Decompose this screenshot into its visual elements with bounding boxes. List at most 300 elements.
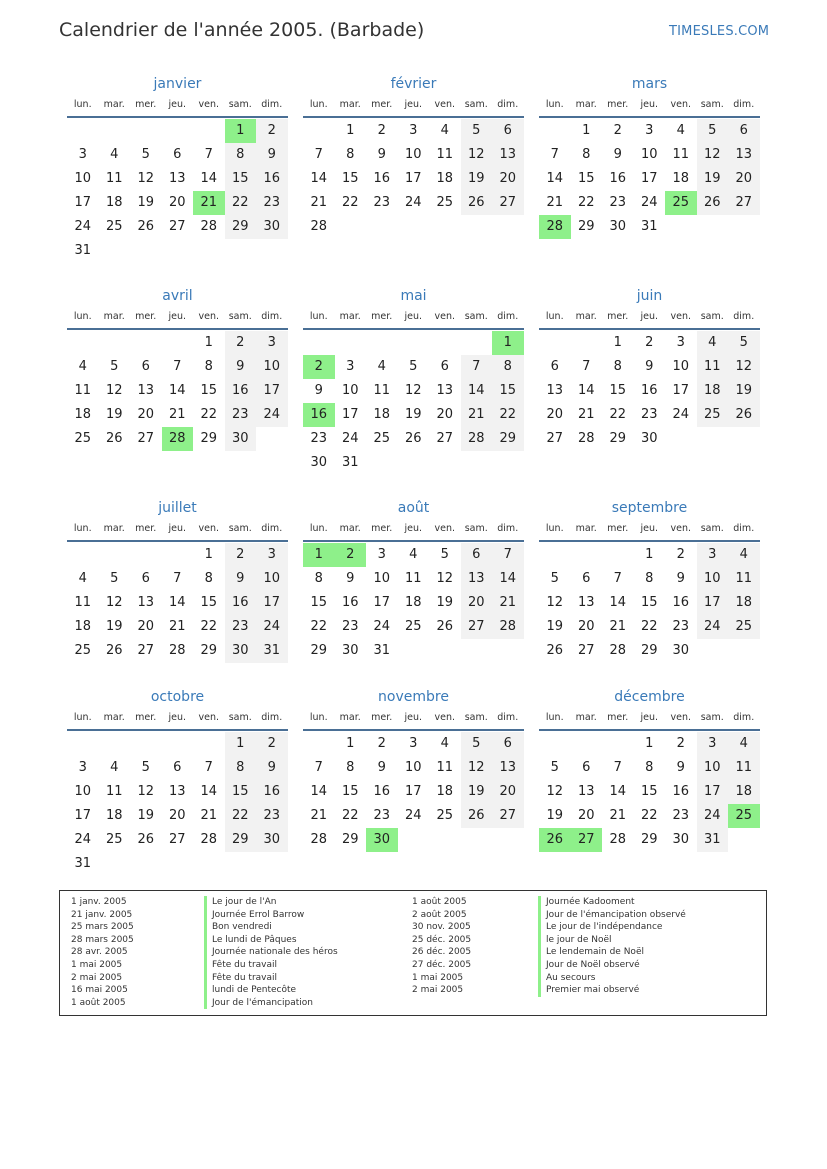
legend-holiday-name: Bon vendredi <box>204 921 338 934</box>
empty-day-cell <box>539 119 571 143</box>
day-cell: 8 <box>225 143 257 167</box>
empty-day-cell <box>67 119 99 143</box>
day-cell: 24 <box>404 195 422 210</box>
day-cell: 19 <box>137 195 155 210</box>
day-cell: 18 <box>728 780 760 804</box>
empty-day-cell <box>193 239 225 263</box>
day-cell: 28 <box>310 219 328 234</box>
day-cell: 27 <box>461 615 493 639</box>
day-cell: 16 <box>256 167 288 191</box>
day-cell: 24 <box>697 804 729 828</box>
day-cell: 10 <box>373 571 391 586</box>
day-cell: 24 <box>640 195 658 210</box>
empty-day-cell <box>99 852 131 876</box>
day-cell: 7 <box>173 571 182 586</box>
day-cell: 15 <box>200 383 218 398</box>
day-cell: 22 <box>341 808 359 823</box>
day-cell: 15 <box>341 784 359 799</box>
legend-holiday-name: Journée nationale des héros <box>204 946 338 959</box>
day-cell: 4 <box>409 547 418 562</box>
empty-day-cell <box>492 639 524 663</box>
weekday-label: dim. <box>497 712 519 723</box>
day-cell: 28 <box>609 832 627 847</box>
day-cell: 28 <box>200 219 218 234</box>
day-cell: 22 <box>200 619 218 634</box>
month-6 <box>539 285 760 451</box>
day-cell: 24 <box>74 219 92 234</box>
weekday-label: mar. <box>575 311 597 322</box>
weekday-label: lun. <box>309 523 328 534</box>
day-cell: 25 <box>74 431 92 446</box>
day-cell: 2 <box>256 119 288 143</box>
day-cell: 4 <box>728 543 760 567</box>
weekday-label: mar. <box>339 712 361 723</box>
day-cell: 11 <box>728 567 760 591</box>
empty-day-cell <box>429 331 461 355</box>
days-grid <box>303 543 524 663</box>
weekday-header <box>67 711 288 731</box>
day-cell: 13 <box>461 567 493 591</box>
day-cell: 12 <box>461 756 493 780</box>
day-cell: 5 <box>550 760 559 775</box>
holiday-day-cell: 1 <box>303 543 335 567</box>
day-cell: 17 <box>404 171 422 186</box>
legend-holiday-name: Jour de Noël observé <box>538 959 686 972</box>
day-cell: 5 <box>461 732 493 756</box>
weekday-label: dim. <box>497 311 519 322</box>
day-cell: 11 <box>105 784 123 799</box>
day-cell: 6 <box>173 147 182 162</box>
day-cell: 28 <box>200 832 218 847</box>
legend-holiday-name: Le jour de l'indépendance <box>538 921 686 934</box>
day-cell: 25 <box>697 403 729 427</box>
empty-day-cell <box>492 451 524 475</box>
day-cell: 14 <box>577 383 595 398</box>
day-cell: 12 <box>546 595 564 610</box>
day-cell: 3 <box>409 123 418 138</box>
day-cell: 13 <box>546 383 564 398</box>
legend-holiday-name: Le lundi de Pâques <box>204 934 338 947</box>
weekday-header <box>539 711 760 731</box>
weekday-label: lun. <box>545 99 564 110</box>
holiday-day-cell: 28 <box>539 215 571 239</box>
day-cell: 9 <box>225 355 257 379</box>
weekday-label: mer. <box>371 99 393 110</box>
day-cell: 11 <box>697 355 729 379</box>
day-cell: 15 <box>577 171 595 186</box>
weekday-label: lun. <box>309 99 328 110</box>
day-cell: 14 <box>310 784 328 799</box>
days-grid <box>67 543 288 663</box>
weekday-label: mar. <box>339 99 361 110</box>
day-cell: 3 <box>78 147 87 162</box>
day-cell: 6 <box>141 359 150 374</box>
day-cell: 18 <box>436 171 454 186</box>
day-cell: 1 <box>346 736 355 751</box>
day-cell: 25 <box>436 808 454 823</box>
legend-date: 2 mai 2005 <box>71 972 123 983</box>
day-cell: 22 <box>225 191 257 215</box>
day-cell: 19 <box>546 619 564 634</box>
day-cell: 16 <box>256 780 288 804</box>
weekday-label: mar. <box>103 523 125 534</box>
day-cell: 7 <box>492 543 524 567</box>
empty-day-cell <box>665 427 697 451</box>
day-cell: 15 <box>640 784 658 799</box>
weekday-label: jeu. <box>640 99 659 110</box>
day-cell: 4 <box>377 359 386 374</box>
weekday-label: mar. <box>575 99 597 110</box>
day-cell: 8 <box>613 359 622 374</box>
empty-day-cell <box>461 215 493 239</box>
month-name: décembre <box>614 689 685 705</box>
legend-date: 16 mai 2005 <box>71 985 128 996</box>
day-cell: 24 <box>74 832 92 847</box>
day-cell: 2 <box>613 123 622 138</box>
day-cell: 14 <box>200 784 218 799</box>
day-cell: 1 <box>225 732 257 756</box>
legend-date: 1 août 2005 <box>412 897 467 907</box>
day-cell: 22 <box>341 195 359 210</box>
day-cell: 7 <box>461 355 493 379</box>
day-cell: 23 <box>640 407 658 422</box>
day-cell: 30 <box>256 215 288 239</box>
weekday-header <box>303 98 524 118</box>
day-cell: 5 <box>141 147 150 162</box>
empty-day-cell <box>398 639 430 663</box>
weekday-label: jeu. <box>404 712 423 723</box>
day-cell: 23 <box>609 195 627 210</box>
day-cell: 13 <box>728 143 760 167</box>
day-cell: 16 <box>341 595 359 610</box>
day-cell: 16 <box>609 171 627 186</box>
empty-day-cell <box>429 639 461 663</box>
day-cell: 21 <box>546 195 564 210</box>
day-cell: 29 <box>609 431 627 446</box>
day-cell: 30 <box>225 427 257 451</box>
days-grid <box>539 732 760 852</box>
month-3 <box>539 73 760 239</box>
day-cell: 17 <box>74 808 92 823</box>
day-cell: 29 <box>200 431 218 446</box>
legend-holiday-name: Fête du travail <box>204 959 338 972</box>
empty-day-cell <box>571 732 603 756</box>
empty-day-cell <box>99 119 131 143</box>
empty-day-cell <box>162 331 194 355</box>
empty-day-cell <box>193 732 225 756</box>
empty-day-cell <box>256 852 288 876</box>
legend-dates-left <box>71 896 134 1009</box>
weekday-label: mer. <box>135 311 157 322</box>
weekday-label: lun. <box>545 523 564 534</box>
day-cell: 7 <box>314 760 323 775</box>
weekday-label: lun. <box>309 712 328 723</box>
weekday-label: sam. <box>228 99 252 110</box>
weekday-label: jeu. <box>168 311 187 322</box>
weekday-label: ven. <box>198 99 219 110</box>
day-cell: 27 <box>168 832 186 847</box>
day-cell: 14 <box>168 595 186 610</box>
day-cell: 5 <box>697 119 729 143</box>
day-cell: 29 <box>225 215 257 239</box>
day-cell: 20 <box>137 407 155 422</box>
day-cell: 27 <box>137 643 155 658</box>
day-cell: 9 <box>256 143 288 167</box>
holiday-day-cell: 1 <box>492 331 524 355</box>
empty-day-cell <box>398 451 430 475</box>
day-cell: 12 <box>137 784 155 799</box>
empty-day-cell <box>728 828 760 852</box>
empty-day-cell <box>366 331 398 355</box>
empty-day-cell <box>539 543 571 567</box>
month-name: janvier <box>153 76 202 92</box>
month-11 <box>303 686 524 852</box>
weekday-label: mer. <box>371 523 393 534</box>
empty-day-cell <box>492 215 524 239</box>
day-cell: 14 <box>461 379 493 403</box>
day-cell: 15 <box>341 171 359 186</box>
day-cell: 20 <box>546 407 564 422</box>
weekday-label: mer. <box>607 311 629 322</box>
legend-date: 1 janv. 2005 <box>71 897 127 907</box>
day-cell: 31 <box>341 455 359 470</box>
weekday-label: sam. <box>228 311 252 322</box>
day-cell: 13 <box>577 784 595 799</box>
empty-day-cell <box>335 331 367 355</box>
day-cell: 9 <box>346 571 355 586</box>
day-cell: 10 <box>697 756 729 780</box>
day-cell: 9 <box>613 147 622 162</box>
day-cell: 13 <box>168 784 186 799</box>
day-cell: 22 <box>640 808 658 823</box>
days-grid <box>67 732 288 876</box>
weekday-label: mer. <box>607 99 629 110</box>
day-cell: 12 <box>697 143 729 167</box>
weekday-label: ven. <box>434 712 455 723</box>
empty-day-cell <box>67 543 99 567</box>
weekday-label: mer. <box>135 523 157 534</box>
day-cell: 13 <box>137 595 155 610</box>
day-cell: 26 <box>404 431 422 446</box>
legend-holiday-name: Journée Kadooment <box>538 896 686 909</box>
day-cell: 10 <box>74 171 92 186</box>
empty-day-cell <box>728 215 760 239</box>
day-cell: 19 <box>697 167 729 191</box>
day-cell: 6 <box>461 543 493 567</box>
weekday-label: lun. <box>73 311 92 322</box>
day-cell: 27 <box>168 219 186 234</box>
empty-day-cell <box>225 852 257 876</box>
legend-holiday-name: lundi de Pentecôte <box>204 984 338 997</box>
days-grid <box>303 119 524 239</box>
weekday-label: mar. <box>103 99 125 110</box>
weekday-label: sam. <box>228 523 252 534</box>
legend-date: 2 mai 2005 <box>412 985 464 996</box>
day-cell: 21 <box>310 195 328 210</box>
month-9 <box>539 497 760 663</box>
legend-date: 25 déc. 2005 <box>412 934 472 945</box>
weekday-label: sam. <box>464 712 488 723</box>
day-cell: 28 <box>461 427 493 451</box>
weekday-label: jeu. <box>640 311 659 322</box>
month-1 <box>67 73 288 263</box>
day-cell: 30 <box>672 832 690 847</box>
day-cell: 12 <box>546 784 564 799</box>
weekday-label: lun. <box>73 99 92 110</box>
day-cell: 10 <box>672 359 690 374</box>
holiday-legend <box>59 890 767 1016</box>
empty-day-cell <box>602 543 634 567</box>
day-cell: 17 <box>341 407 359 422</box>
legend-names-right <box>538 896 686 997</box>
day-cell: 11 <box>373 383 391 398</box>
empty-day-cell <box>162 119 194 143</box>
empty-day-cell <box>728 427 760 451</box>
day-cell: 2 <box>225 331 257 355</box>
empty-day-cell <box>67 732 99 756</box>
day-cell: 18 <box>672 171 690 186</box>
day-cell: 3 <box>697 732 729 756</box>
day-cell: 25 <box>105 219 123 234</box>
weekday-label: dim. <box>261 523 283 534</box>
empty-day-cell <box>162 239 194 263</box>
day-cell: 16 <box>373 171 391 186</box>
weekday-label: jeu. <box>404 99 423 110</box>
empty-day-cell <box>162 732 194 756</box>
weekday-header <box>67 522 288 542</box>
day-cell: 31 <box>74 243 92 258</box>
day-cell: 3 <box>409 736 418 751</box>
day-cell: 7 <box>173 359 182 374</box>
day-cell: 27 <box>546 431 564 446</box>
legend-date: 21 janv. 2005 <box>71 909 133 920</box>
day-cell: 6 <box>141 571 150 586</box>
day-cell: 31 <box>640 219 658 234</box>
month-8 <box>303 497 524 663</box>
empty-day-cell <box>398 331 430 355</box>
empty-day-cell <box>602 732 634 756</box>
weekday-header <box>303 522 524 542</box>
day-cell: 23 <box>256 191 288 215</box>
day-cell: 14 <box>200 171 218 186</box>
day-cell: 7 <box>314 147 323 162</box>
day-cell: 2 <box>676 547 685 562</box>
day-cell: 28 <box>168 643 186 658</box>
holiday-day-cell: 28 <box>162 427 194 451</box>
day-cell: 8 <box>204 571 213 586</box>
day-cell: 23 <box>672 619 690 634</box>
day-cell: 1 <box>582 123 591 138</box>
day-cell: 23 <box>672 808 690 823</box>
day-cell: 10 <box>256 567 288 591</box>
site-logo-link[interactable]: TIMESLES.COM <box>669 24 770 39</box>
day-cell: 20 <box>728 167 760 191</box>
day-cell: 1 <box>645 547 654 562</box>
day-cell: 1 <box>346 123 355 138</box>
legend-holiday-name: Premier mai observé <box>538 984 686 997</box>
weekday-label: dim. <box>497 99 519 110</box>
month-name: juillet <box>158 500 197 516</box>
weekday-label: mar. <box>339 311 361 322</box>
day-cell: 30 <box>640 431 658 446</box>
day-cell: 19 <box>105 619 123 634</box>
day-cell: 20 <box>492 167 524 191</box>
day-cell: 9 <box>314 383 323 398</box>
day-cell: 22 <box>225 804 257 828</box>
day-cell: 1 <box>204 547 213 562</box>
day-cell: 23 <box>225 403 257 427</box>
day-cell: 13 <box>436 383 454 398</box>
days-grid <box>67 331 288 451</box>
day-cell: 11 <box>105 171 123 186</box>
day-cell: 21 <box>609 619 627 634</box>
day-cell: 15 <box>310 595 328 610</box>
day-cell: 26 <box>105 643 123 658</box>
legend-date: 25 mars 2005 <box>71 922 134 933</box>
day-cell: 31 <box>256 639 288 663</box>
weekday-label: lun. <box>545 712 564 723</box>
day-cell: 17 <box>373 595 391 610</box>
day-cell: 7 <box>613 571 622 586</box>
holiday-day-cell: 25 <box>728 804 760 828</box>
day-cell: 15 <box>609 383 627 398</box>
day-cell: 25 <box>436 195 454 210</box>
empty-day-cell <box>303 331 335 355</box>
day-cell: 25 <box>74 643 92 658</box>
day-cell: 12 <box>461 143 493 167</box>
legend-holiday-name: le jour de Noël <box>538 934 686 947</box>
legend-date: 1 mai 2005 <box>412 972 464 983</box>
holiday-day-cell: 26 <box>539 828 571 852</box>
day-cell: 2 <box>225 543 257 567</box>
day-cell: 6 <box>492 732 524 756</box>
day-cell: 13 <box>577 595 595 610</box>
weekday-label: lun. <box>73 523 92 534</box>
day-cell: 4 <box>440 736 449 751</box>
empty-day-cell <box>492 828 524 852</box>
day-cell: 16 <box>672 595 690 610</box>
day-cell: 9 <box>377 760 386 775</box>
empty-day-cell <box>461 451 493 475</box>
day-cell: 13 <box>168 171 186 186</box>
day-cell: 7 <box>550 147 559 162</box>
day-cell: 31 <box>697 828 729 852</box>
empty-day-cell <box>429 215 461 239</box>
month-name: mars <box>631 76 668 92</box>
day-cell: 25 <box>404 619 422 634</box>
day-cell: 5 <box>110 359 119 374</box>
days-grid <box>303 732 524 852</box>
day-cell: 9 <box>256 756 288 780</box>
holiday-day-cell: 16 <box>303 403 335 427</box>
day-cell: 5 <box>409 359 418 374</box>
day-cell: 20 <box>577 808 595 823</box>
empty-day-cell <box>539 331 571 355</box>
day-cell: 8 <box>582 147 591 162</box>
day-cell: 30 <box>310 455 328 470</box>
day-cell: 27 <box>577 643 595 658</box>
day-cell: 25 <box>373 431 391 446</box>
day-cell: 14 <box>492 567 524 591</box>
day-cell: 11 <box>404 571 422 586</box>
day-cell: 11 <box>74 383 92 398</box>
days-grid <box>67 119 288 263</box>
day-cell: 17 <box>256 379 288 403</box>
day-cell: 3 <box>256 331 288 355</box>
weekday-label: mer. <box>135 712 157 723</box>
weekday-label: dim. <box>497 523 519 534</box>
day-cell: 18 <box>105 195 123 210</box>
